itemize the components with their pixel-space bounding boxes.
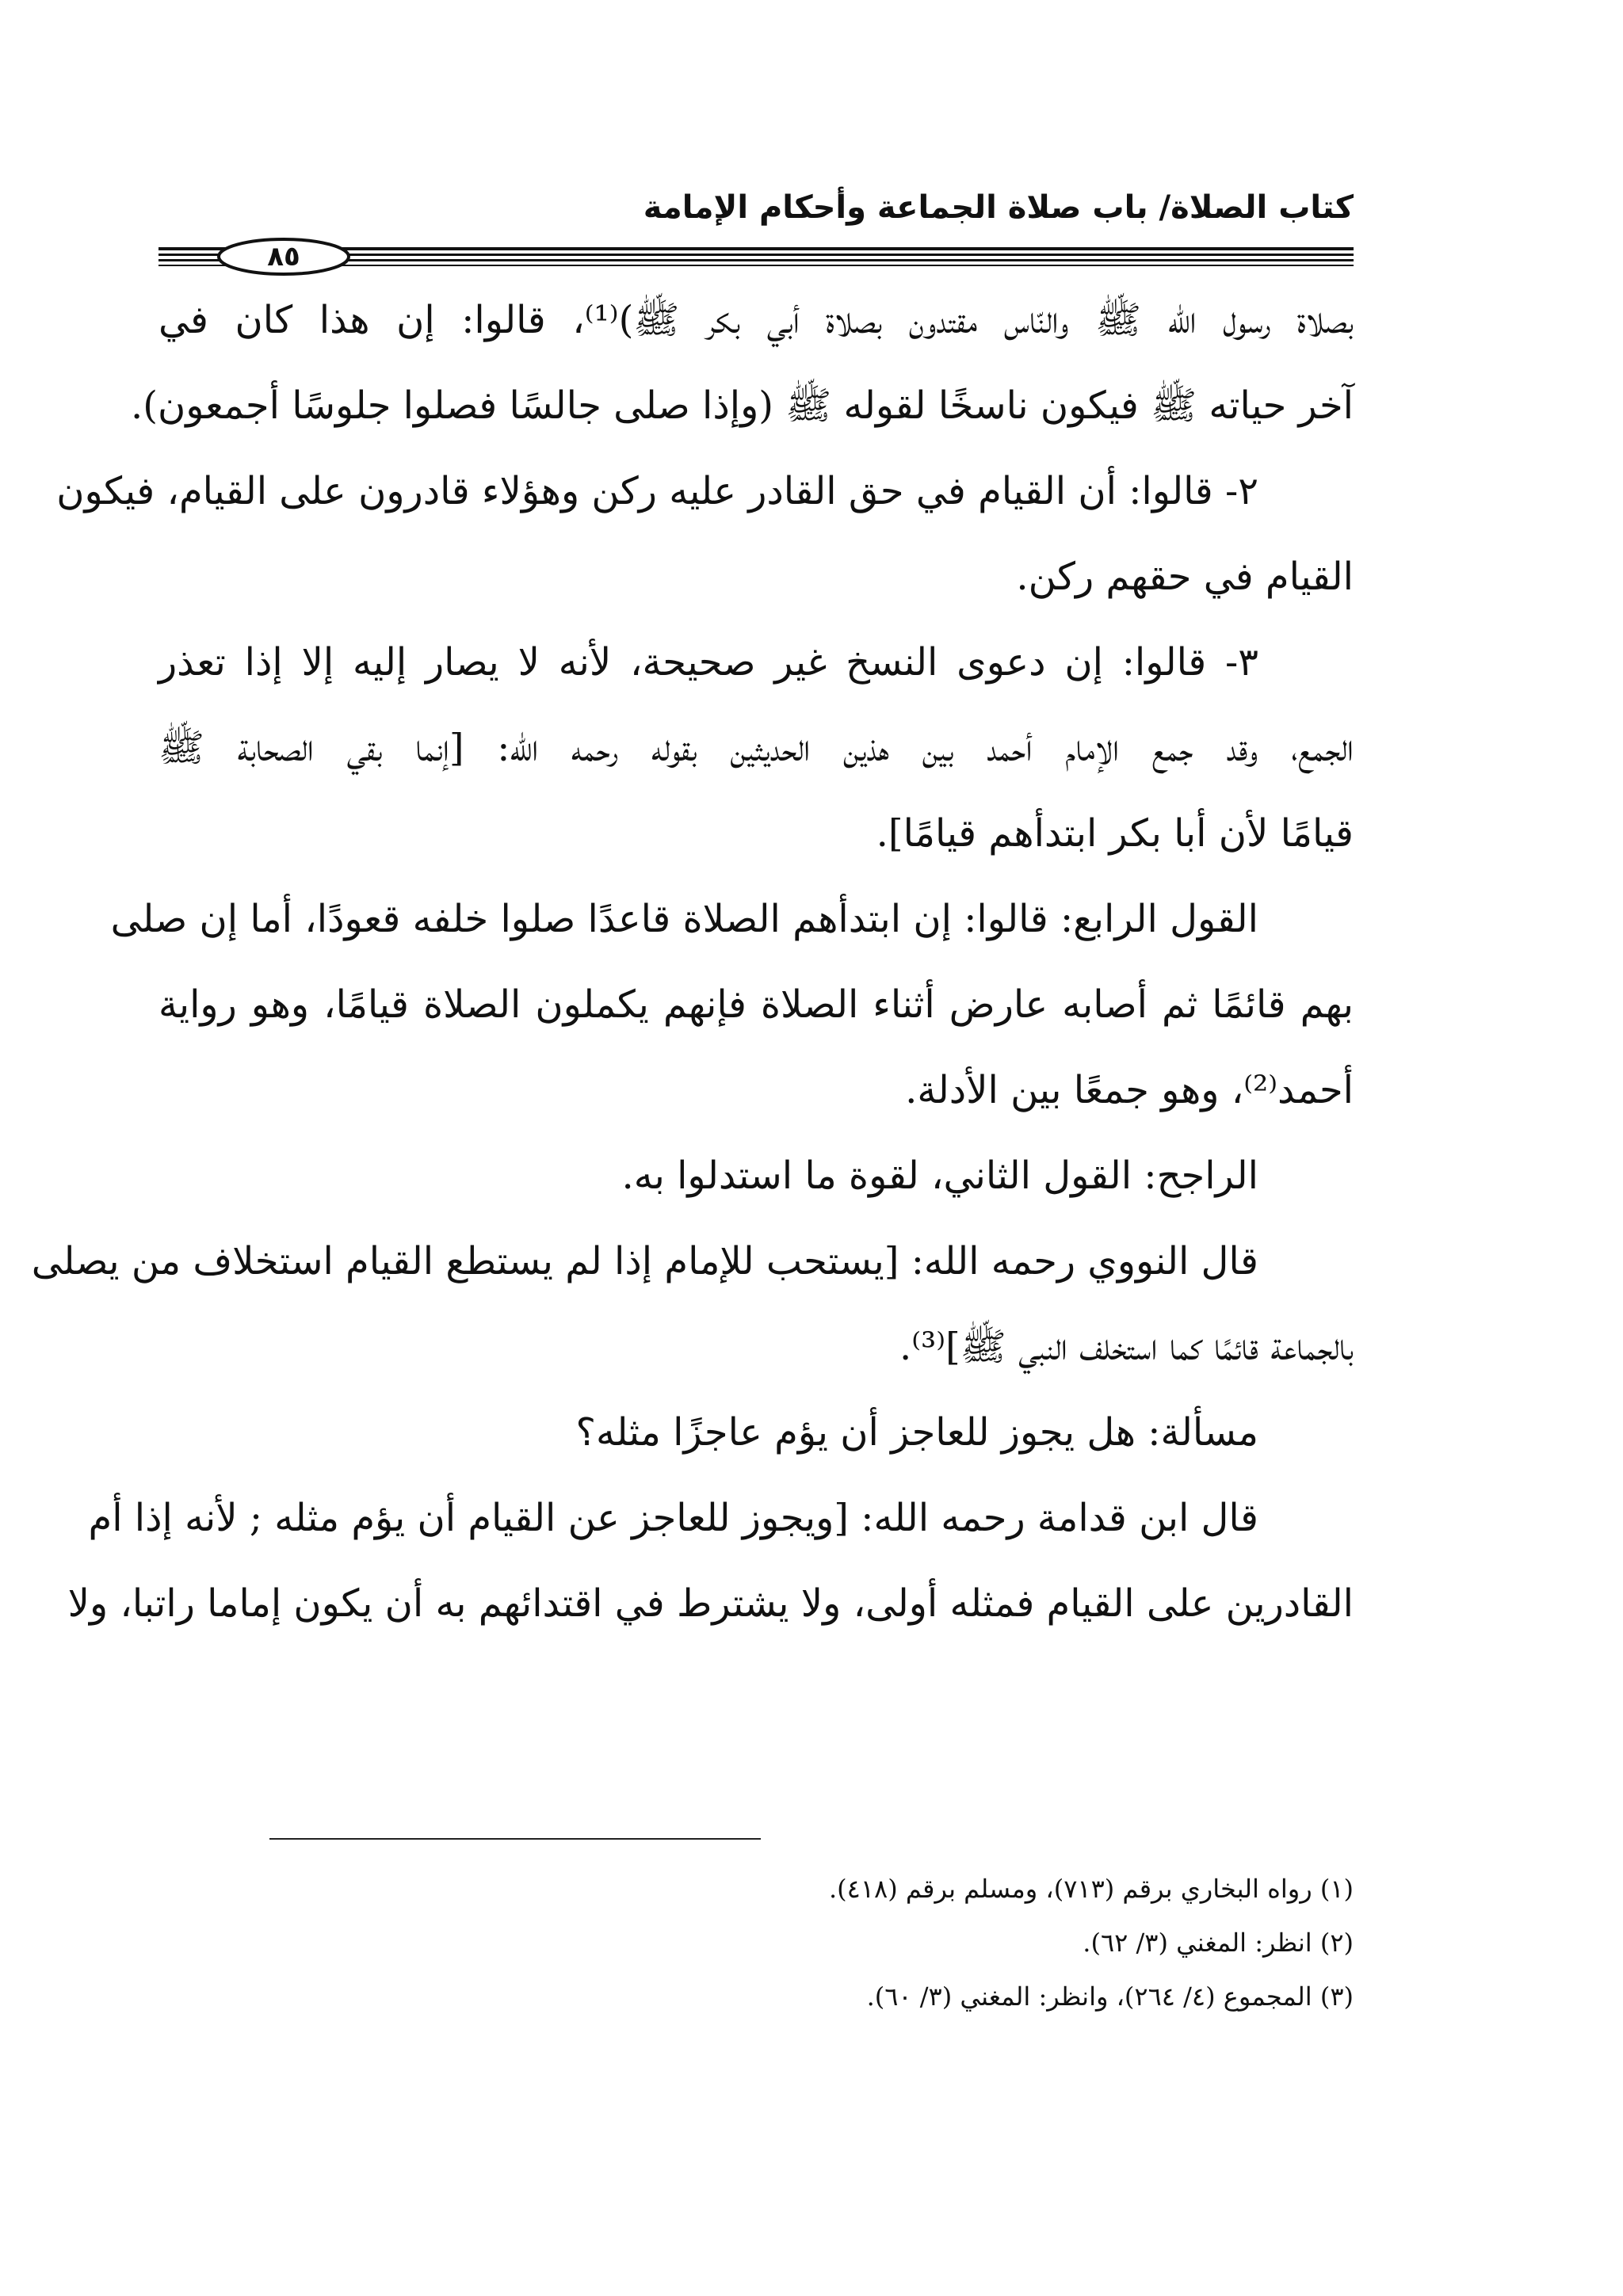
text-line-10: أحمد⁽²⁾، وهو جمعًا بين الأدلة. <box>905 1068 1354 1112</box>
text-line-9: بهم قائمًا ثم أصابه عارض أثناء الصلاة فإنهم يكملون الصلاة قيامًا، وهو رواية <box>158 982 1354 1027</box>
text-line-16: القادرين على القيام فمثله أولى، ولا يشترط في اقتدائهم به أن يكون إماما راتبا، ولا <box>67 1581 1354 1626</box>
footnote-separator <box>269 1838 761 1840</box>
text-line-2: آخر حياته ﷺ فيكون ناسخًا لقوله ﷺ (وإذا صلى جالسًا فصلوا جلوسًا أجمعون). <box>130 383 1354 428</box>
footnote-3: (٣) المجموع (٤/ ٢٦٤)، وانظر: المغني (٣/ ٦٠). <box>866 1981 1354 2012</box>
text-line-8: القول الرابع: قالوا: إن ابتدأهم الصلاة قاعدًا صلوا خلفه قعودًا، أما إن صلى <box>110 897 1258 941</box>
running-title: كتاب الصلاة/ باب صلاة الجماعة وأحكام الإمامة <box>643 189 1354 226</box>
text-line-5: ٣- قالوا: إن دعوى النسخ غير صحيحة، لأنه لا يصار إليه إلا إذا تعذر <box>158 640 1258 685</box>
footnote-2: (٢) انظر: المغني (٣/ ٦٢). <box>1083 1928 1354 1958</box>
text-line-13: بالجماعة قائمًا كما استخلف النبي ﷺ]⁽³⁾. <box>899 1325 1354 1369</box>
text-line-6: الجمع، وقد جمع الإمام أحمد بين هذين الحديثين بقوله رحمه الله: [إنما بقي الصحابة ﷺ <box>158 726 1354 770</box>
text-line-15: قال ابن قدامة رحمه الله: [ويجوز للعاجز عن القيام أن يؤم مثله ; لأنه إذا أم <box>88 1496 1258 1540</box>
footnote-1: (١) رواه البخاري برقم (٧١٣)، ومسلم برقم (٤١٨). <box>828 1874 1354 1904</box>
footnotes <box>158 1862 1354 2023</box>
page-number: ٨٥ <box>267 241 300 273</box>
text-line-11: الراجح: القول الثاني، لقوة ما استدلوا به. <box>621 1154 1258 1198</box>
text-line-3: ٢- قالوا: أن القيام في حق القادر عليه ركن وهؤلاء قادرون على القيام، فيكون <box>56 469 1258 513</box>
text-line-7: قيامًا لأن أبا بكر ابتدأهم قيامًا]. <box>876 811 1354 856</box>
body-text <box>31 277 1354 1646</box>
text-line-12: قال النووي رحمه الله: [يستحب للإمام إذا لم يستطع القيام استخلاف من يصلى <box>31 1239 1258 1283</box>
text-line-1: بصلاة رسول الله ﷺ والنّاس مقتدون بصلاة أبي بكر ﷺ)⁽¹⁾، قالوا: إن هذا كان في <box>158 298 1354 342</box>
text-line-4: القيام في حقهم ركن. <box>1016 555 1354 599</box>
text-line-14: مسألة: هل يجوز للعاجز أن يؤم عاجزًا مثله؟ <box>575 1410 1258 1455</box>
